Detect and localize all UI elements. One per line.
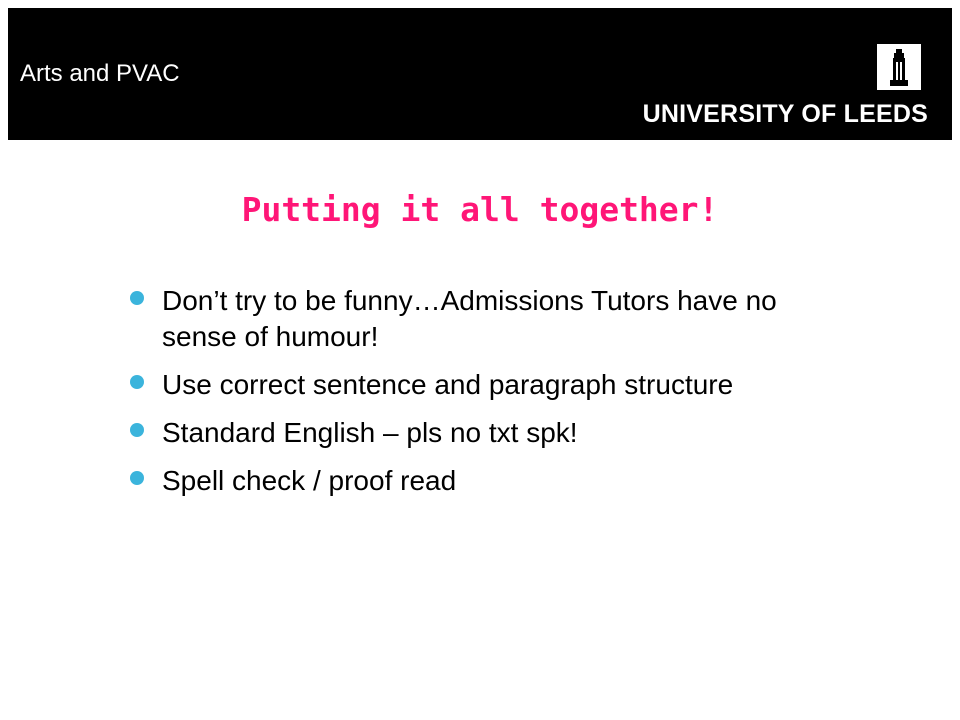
- bullet-text: Use correct sentence and paragraph structure: [162, 369, 734, 400]
- bullet-dot-icon: [130, 423, 144, 437]
- parkinson-tower-icon: [877, 44, 921, 90]
- logo-wordmark: UNIVERSITY OF LEEDS: [642, 100, 928, 128]
- bullet-text: Standard English – pls no txt spk!: [162, 417, 578, 448]
- bullet-item: [130, 415, 850, 451]
- bullet-text: Spell check / proof read: [162, 465, 457, 496]
- bullet-list: [130, 283, 850, 511]
- header-bar: [8, 8, 952, 140]
- slide-title: Putting it all together!: [241, 190, 719, 229]
- bullet-item: [130, 367, 850, 403]
- bullet-item: [130, 283, 850, 355]
- bullet-dot-icon: [130, 291, 144, 305]
- bullet-dot-icon: [130, 471, 144, 485]
- bullet-dot-icon: [130, 375, 144, 389]
- bullet-text: Don’t try to be funny…Admissions Tutors have no sense of humour!: [162, 285, 777, 352]
- department-label: Arts and PVAC: [20, 60, 180, 87]
- university-logo: [642, 44, 928, 130]
- bullet-item: [130, 463, 850, 499]
